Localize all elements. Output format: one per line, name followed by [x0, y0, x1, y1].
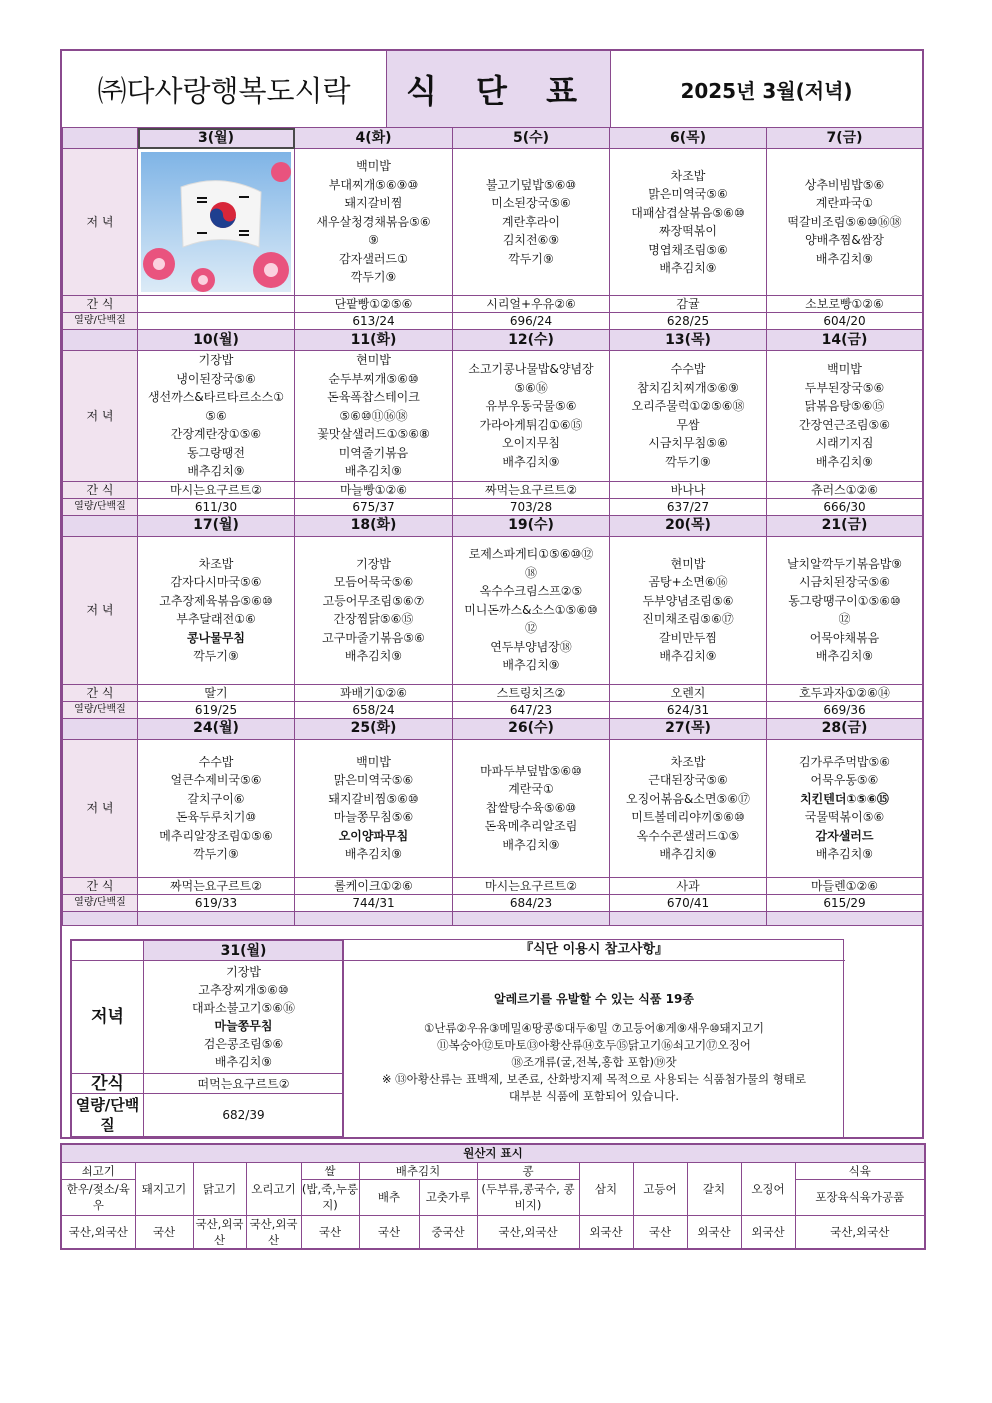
menu-item: ⑫ — [838, 612, 851, 626]
origin-value: 국산 — [301, 1215, 359, 1249]
origin-mackerel-head: 고등어 — [633, 1162, 687, 1215]
dinner-cell — [295, 351, 453, 482]
menu-item: 계란국① — [508, 782, 554, 797]
origin-value: 국산,외국산 — [193, 1215, 246, 1249]
origin-value: 외국산 — [741, 1215, 795, 1249]
calorie-label: 열량/단백질 — [63, 701, 138, 718]
origin-cabbage-head: 배추 — [359, 1179, 419, 1215]
dinner-label: 저 녁 — [63, 149, 138, 296]
snack-cell: 바나나 — [610, 481, 767, 498]
allergy-title: 알레르기를 유발할 수 있는 식품 19종 — [494, 992, 694, 1006]
menu-item: 두부양념조림⑤⑥ — [642, 593, 734, 608]
snack-cell: 호두과자①②⑥⑭ — [767, 684, 923, 701]
snack-label: 간 식 — [63, 877, 138, 894]
menu-item: 돈육메추리알조림 — [484, 819, 578, 834]
menu-item: 깍두기⑨ — [665, 454, 711, 469]
menu-item: 동그랑땡구이①⑤⑥⑩ — [788, 593, 901, 608]
menu-item: 배추김치⑨ — [214, 1055, 273, 1069]
dinner-cell — [767, 739, 923, 877]
menu-item: 고등어무조림⑤⑥⑦ — [322, 593, 425, 608]
day31-dinner-label: 저녁 — [72, 961, 144, 1074]
origin-chicken-head: 닭고기 — [193, 1162, 246, 1215]
menu-item: 고추장제육볶음⑤⑥⑩ — [159, 593, 273, 608]
snack-cell: 짜먹는요구르트② — [453, 481, 610, 498]
menu-item: 미니돈까스&소스①⑤⑥⑩ — [464, 602, 598, 617]
day-header: 21(금) — [767, 515, 923, 536]
day31-cal: 682/39 — [144, 1094, 344, 1137]
day-header: 5(수) — [453, 128, 610, 149]
menu-item: 간장찜닭⑤⑥⑮ — [333, 612, 414, 626]
menu-item: 깍두기⑨ — [508, 251, 554, 266]
dinner-cell — [295, 536, 453, 684]
menu-item: 마늘쫑무침 — [214, 1019, 273, 1033]
menu-item: 현미밥 — [356, 353, 391, 367]
dinner-cell — [295, 739, 453, 877]
menu-item: 배추김치⑨ — [815, 454, 874, 469]
menu-item: 시래기지짐 — [815, 436, 874, 451]
day31-snack: 떠먹는요구르트② — [144, 1074, 344, 1094]
menu-item: 깍두기⑨ — [193, 649, 239, 663]
menu-item: 미역줄기볶음 — [338, 445, 409, 460]
menu-item: 배추김치⑨ — [659, 649, 717, 663]
menu-item: 돈육두루치기⑩ — [175, 810, 257, 824]
bottom-section — [70, 939, 844, 1139]
menu-item: 근대된장국⑤⑥ — [648, 773, 728, 787]
menu-item: 맑은미역국⑤⑥ — [333, 773, 414, 787]
allergy-line: ⑪복숭아⑫토마토⑬아황산류⑭호두⑮닭고기⑯쇠고기⑰오징어 — [437, 1038, 751, 1052]
menu-item: 백미밥 — [827, 362, 862, 377]
menu-item: 콩나물무침 — [187, 630, 245, 645]
notes-heading: 『식단 이용시 참고사항』 — [343, 940, 845, 961]
day-label-blank — [63, 128, 138, 149]
menu-item: 미트볼데리야끼⑤⑥⑩ — [631, 810, 745, 824]
dinner-cell — [767, 149, 923, 296]
menu-item: 검은콩조림⑤⑥ — [203, 1037, 284, 1051]
snack-cell: 롤케이크①②⑥ — [295, 877, 453, 894]
menu-item: 김치전⑥⑨ — [502, 233, 560, 248]
snack-cell: 사과 — [610, 877, 767, 894]
origin-value: 국산,외국산 — [246, 1215, 301, 1249]
day-header: 20(목) — [610, 515, 767, 536]
origin-rice-sub: (밥,죽,누룽지) — [301, 1179, 359, 1215]
origin-squid-head: 오징어 — [741, 1162, 795, 1215]
menu-item: 치킨텐더①⑤⑥⑮ — [800, 791, 889, 806]
calorie-cell: 619/33 — [138, 894, 295, 911]
calorie-cell: 611/30 — [138, 498, 295, 515]
menu-item: 미소된장국⑤⑥ — [491, 196, 571, 211]
menu-item: 옥수수콘샐러드①⑤ — [636, 828, 740, 843]
menu-item: 모듬어묵국⑤⑥ — [333, 575, 414, 589]
day-header: 14(금) — [767, 330, 923, 351]
dinner-cell — [138, 351, 295, 482]
menu-item: 부추달래전①⑥ — [176, 612, 256, 626]
snack-cell: 마들렌①②⑥ — [767, 877, 923, 894]
menu-item: 무쌈 — [676, 417, 700, 432]
menu-item: 오리주물럭①②⑤⑥⑱ — [631, 399, 745, 414]
day-header: 11(화) — [295, 330, 453, 351]
day-header: 4(화) — [295, 128, 453, 149]
menu-item: 고추장찌개⑤⑥⑩ — [198, 983, 289, 997]
menu-item: 마늘쫑무침⑤⑥ — [333, 810, 414, 824]
origin-value: 국산,외국산 — [61, 1215, 135, 1249]
menu-item: 배추김치⑨ — [502, 658, 560, 673]
origin-value: 외국산 — [579, 1215, 633, 1249]
snack-cell: 시리얼+우유②⑥ — [453, 296, 610, 313]
dinner-label: 저 녁 — [63, 351, 138, 482]
day-header: 27(목) — [610, 718, 767, 739]
menu-item: 참치김치찌개⑤⑥⑨ — [637, 380, 739, 395]
origin-bean-head: 콩 — [477, 1162, 579, 1179]
allergy-line: ①난류②우유③메밀④땅콩⑤대두⑥밀 ⑦고등어⑧게⑨새우⑩돼지고기 — [423, 1021, 765, 1035]
day31-table — [71, 940, 344, 1137]
day-header: 13(목) — [610, 330, 767, 351]
menu-item: 갈비만두찜 — [659, 630, 717, 645]
snack-cell: 딸기 — [138, 684, 295, 701]
menu-item: 날치알깍두기볶음밥⑨ — [786, 556, 903, 571]
page-title: 식 단 표 — [387, 51, 611, 127]
menu-item: 옥수수크림스프②⑤ — [479, 584, 583, 599]
day-header: 26(수) — [453, 718, 610, 739]
menu-item: 수수밥 — [198, 754, 234, 769]
menu-item: 오이지무침 — [502, 436, 560, 451]
menu-item: 냉이된장국⑤⑥ — [176, 371, 256, 386]
calorie-cell: 604/20 — [767, 313, 923, 330]
day31-dinner-cell — [144, 961, 344, 1074]
company-name: ㈜다사랑행복도시락 — [62, 51, 387, 127]
calorie-cell: 675/37 — [295, 498, 453, 515]
menu-item: 연두부양념장⑱ — [490, 639, 572, 654]
spacer-cell — [610, 911, 767, 925]
snack-cell: 마시는요구르트② — [453, 877, 610, 894]
day31-cal-label: 열량/단백질 — [72, 1094, 144, 1137]
menu-item: 오징어볶음&소면⑤⑥⑰ — [625, 791, 751, 806]
menu-item: 시금치된장국⑤⑥ — [798, 575, 891, 589]
menu-item: 감자샐러드① — [339, 251, 408, 266]
origin-value: 중국산 — [419, 1215, 477, 1249]
calorie-cell: 628/25 — [610, 313, 767, 330]
remark-line: 대부분 식품에 포함되어 있습니다. — [508, 1089, 680, 1103]
dinner-label: 저 녁 — [63, 536, 138, 684]
menu-item: ⑨ — [368, 233, 379, 248]
menu-item: 백미밥 — [356, 159, 391, 174]
spacer-cell — [295, 911, 453, 925]
origin-title: 원산지 표시 — [61, 1144, 925, 1162]
day31-snack-label: 간식 — [72, 1074, 144, 1094]
snack-cell — [138, 296, 295, 313]
menu-item: 꽃맛살샐러드①⑤⑥⑧ — [317, 427, 430, 441]
menu-item: ⑤⑥⑯ — [514, 380, 548, 395]
snack-cell: 단팥빵①②⑤⑥ — [295, 296, 453, 313]
menu-item: 어묵우동⑤⑥ — [810, 773, 879, 787]
menu-item: 계란후라이 — [502, 214, 560, 229]
menu-item: 배추김치⑨ — [344, 847, 403, 861]
day-header: 17(월) — [138, 515, 295, 536]
snack-label: 간 식 — [63, 296, 138, 313]
calorie-cell: 666/30 — [767, 498, 923, 515]
snack-cell: 츄러스①②⑥ — [767, 481, 923, 498]
dinner-label: 저 녁 — [63, 739, 138, 877]
menu-item: 진미채조림⑤⑥⑰ — [642, 612, 734, 626]
dinner-cell — [138, 149, 295, 296]
menu-item: 고구마줄기볶음⑤⑥ — [322, 630, 425, 645]
dinner-cell — [453, 351, 610, 482]
menu-item: 수수밥 — [670, 362, 706, 377]
dinner-cell — [610, 739, 767, 877]
calorie-cell — [138, 313, 295, 330]
remark-line: ※ ⑬아황산류는 표백제, 보존료, 산화방지제 목적으로 사용되는 식품첨가물의 형태로 — [381, 1072, 807, 1086]
day-header: 28(금) — [767, 718, 923, 739]
spacer-cell — [138, 911, 295, 925]
weekly-menu-table — [62, 127, 923, 926]
origin-value: 국산 — [633, 1215, 687, 1249]
snack-cell: 스트링치즈② — [453, 684, 610, 701]
dinner-cell — [453, 149, 610, 296]
menu-item: 깍두기⑨ — [350, 270, 397, 285]
calorie-cell: 670/41 — [610, 894, 767, 911]
origin-chili-head: 고춧가루 — [419, 1179, 477, 1215]
menu-item: 대패삼겹살볶음⑤⑥⑩ — [631, 205, 745, 220]
dinner-cell — [767, 536, 923, 684]
menu-item: 시금치무침⑤⑥ — [648, 436, 728, 451]
origin-kimchi-head: 배추김치 — [359, 1162, 477, 1179]
menu-item: ⑫ — [524, 621, 537, 636]
day-header: 10(월) — [138, 330, 295, 351]
spacer-cell — [63, 911, 138, 925]
menu-item: ⑱ — [524, 565, 537, 580]
menu-item: 맑은미역국⑤⑥ — [648, 187, 728, 201]
origin-value: 국산 — [135, 1215, 193, 1249]
menu-item: 깍두기⑨ — [193, 847, 239, 861]
menu-item: 배추김치⑨ — [659, 261, 717, 275]
day-label-blank — [63, 718, 138, 739]
menu-item: 명엽채조림⑤⑥ — [648, 242, 728, 257]
origin-meat-head: 식육 — [795, 1162, 925, 1179]
day-header: 12(수) — [453, 330, 610, 351]
calorie-cell: 744/31 — [295, 894, 453, 911]
menu-item: 배추김치⑨ — [815, 649, 874, 663]
calorie-cell: 696/24 — [453, 313, 610, 330]
origin-value: 국산,외국산 — [795, 1215, 925, 1249]
origin-value: 국산 — [359, 1215, 419, 1249]
menu-item: 동그랑땡전 — [187, 445, 245, 460]
menu-item: 두부된장국⑤⑥ — [804, 380, 885, 395]
menu-item: 불고기덮밥⑤⑥⑩ — [485, 177, 577, 192]
menu-item: 양배추찜&쌈장 — [805, 233, 884, 248]
day-header: 6(목) — [610, 128, 767, 149]
calorie-cell: 669/36 — [767, 701, 923, 718]
allergy-line: ⑱조개류(굴,전복,홍합 포함)⑲잣 — [511, 1055, 677, 1069]
menu-item: 감자샐러드 — [815, 828, 874, 843]
menu-item: 찹쌀탕수육⑤⑥⑩ — [485, 800, 577, 815]
korean-flag-icon — [141, 152, 291, 292]
origin-beef-sub: 한우/젖소/육우 — [61, 1179, 135, 1215]
day31-date: 31(월) — [144, 941, 344, 961]
menu-item: 배추김치⑨ — [502, 454, 560, 469]
menu-item: 돼지갈비찜 — [344, 196, 403, 211]
dinner-cell — [610, 536, 767, 684]
menu-item: 짜장떡볶이 — [659, 224, 717, 238]
calorie-cell: 658/24 — [295, 701, 453, 718]
dinner-cell — [610, 149, 767, 296]
menu-item: 배추김치⑨ — [659, 847, 717, 861]
menu-item: 갈치구이⑥ — [187, 791, 245, 806]
day-header: 18(화) — [295, 515, 453, 536]
menu-item: 기장밥 — [198, 353, 234, 367]
menu-item: 부대찌개⑤⑥⑨⑩ — [328, 177, 419, 192]
snack-cell: 감귤 — [610, 296, 767, 313]
day-header: 24(월) — [138, 718, 295, 739]
origin-value: 외국산 — [687, 1215, 741, 1249]
day-header: 7(금) — [767, 128, 923, 149]
day-label-blank — [63, 330, 138, 351]
calorie-label: 열량/단백질 — [63, 894, 138, 911]
menu-item: 배추김치⑨ — [815, 847, 874, 861]
menu-item: 기장밥 — [356, 556, 391, 571]
menu-item: ⑤⑥ — [205, 408, 227, 423]
calorie-cell: 624/31 — [610, 701, 767, 718]
menu-item: 마파두부덮밥⑤⑥⑩ — [480, 763, 582, 778]
calorie-cell: 613/24 — [295, 313, 453, 330]
calorie-cell: 619/25 — [138, 701, 295, 718]
menu-item: 차조밥 — [670, 168, 706, 183]
notes-panel — [342, 940, 845, 1138]
calorie-cell: 684/23 — [453, 894, 610, 911]
menu-item: 떡갈비조림⑤⑥⑩⑯⑱ — [787, 214, 902, 229]
snack-cell: 오렌지 — [610, 684, 767, 701]
day-label-blank — [63, 515, 138, 536]
calorie-label: 열량/단백질 — [63, 498, 138, 515]
origin-bean-sub: (두부류,콩국수, 콩비지) — [477, 1179, 579, 1215]
menu-item: 배추김치⑨ — [815, 251, 874, 266]
origin-pollack-head: 삼치 — [579, 1162, 633, 1215]
dinner-cell — [138, 739, 295, 877]
origin-table — [60, 1143, 926, 1250]
menu-item: 기장밥 — [226, 965, 261, 979]
dinner-cell — [138, 536, 295, 684]
snack-label: 간 식 — [63, 684, 138, 701]
origin-hairtail-head: 갈치 — [687, 1162, 741, 1215]
day-header: 3(월) — [138, 128, 295, 149]
snack-cell: 소보로빵①②⑥ — [767, 296, 923, 313]
menu-item: 상추비빔밥⑤⑥ — [804, 177, 885, 192]
origin-value: 국산,외국산 — [477, 1215, 579, 1249]
menu-item: ⑤⑥⑩⑪⑯⑱ — [339, 408, 408, 423]
menu-item: 배추김치⑨ — [344, 464, 403, 478]
menu-item: 얼큰수제비국⑤⑥ — [170, 773, 262, 787]
menu-item: 돈육폭찹스테이크 — [327, 390, 420, 404]
calorie-label: 열량/단백질 — [63, 313, 138, 330]
origin-pork-head: 돼지고기 — [135, 1162, 193, 1215]
origin-meat-sub: 포장육식육가공품 — [795, 1179, 925, 1215]
menu-item: 계란파국① — [815, 196, 874, 211]
calorie-cell: 637/27 — [610, 498, 767, 515]
menu-item: 김가루주먹밥⑤⑥ — [798, 754, 891, 769]
menu-item: 어묵야채볶음 — [809, 630, 880, 645]
menu-item: 대파소불고기⑤⑥⑯ — [191, 1001, 296, 1015]
menu-item: 곰탕+소면⑥⑯ — [648, 575, 728, 589]
origin-duck-head: 오리고기 — [246, 1162, 301, 1215]
menu-item: 로제스파게티①⑤⑥⑩⑫ — [468, 547, 594, 562]
day-header: 19(수) — [453, 515, 610, 536]
spacer-cell — [767, 911, 923, 925]
menu-item: 국물떡볶이⑤⑥ — [804, 810, 885, 824]
dinner-cell — [453, 536, 610, 684]
menu-item: 메추리알장조림①⑤⑥ — [159, 828, 273, 843]
menu-item: 배추김치⑨ — [187, 464, 245, 478]
menu-item: 유부우동국물⑤⑥ — [485, 399, 577, 414]
menu-item: 감자다시마국⑤⑥ — [170, 575, 262, 589]
dinner-cell — [610, 351, 767, 482]
snack-label: 간 식 — [63, 481, 138, 498]
snack-cell: 마늘빵①②⑥ — [295, 481, 453, 498]
menu-item: 배추김치⑨ — [502, 837, 560, 852]
menu-item: 소고기콩나물밥&양념장 — [468, 362, 594, 377]
calorie-cell: 647/23 — [453, 701, 610, 718]
menu-item: 현미밥 — [670, 556, 706, 571]
menu-item: 백미밥 — [356, 754, 391, 769]
menu-item: 오이양파무침 — [338, 828, 409, 843]
origin-rice-head: 쌀 — [301, 1162, 359, 1179]
menu-item: 닭볶음탕⑤⑥⑮ — [804, 399, 885, 414]
snack-cell: 마시는요구르트② — [138, 481, 295, 498]
menu-item: 생선까스&타르타르소스① — [147, 390, 285, 404]
menu-item: 돼지갈비찜⑤⑥⑩ — [328, 791, 419, 806]
calorie-cell: 615/29 — [767, 894, 923, 911]
dinner-cell — [295, 149, 453, 296]
spacer-cell — [453, 911, 610, 925]
snack-cell: 짜먹는요구르트② — [138, 877, 295, 894]
menu-item: 배추김치⑨ — [344, 649, 403, 663]
dinner-cell — [453, 739, 610, 877]
dinner-cell — [767, 351, 923, 482]
origin-beef-head: 쇠고기 — [61, 1162, 135, 1179]
menu-item: 순두부찌개⑤⑥⑩ — [328, 371, 419, 386]
menu-item: 차조밥 — [670, 754, 706, 769]
day-header: 25(화) — [295, 718, 453, 739]
menu-item: 차조밥 — [198, 556, 234, 571]
menu-item: 간장연근조림⑤⑥ — [798, 417, 891, 432]
menu-item: 새우살청경채볶음⑤⑥ — [316, 214, 431, 229]
snack-cell: 꽈배기①②⑥ — [295, 684, 453, 701]
header — [62, 51, 922, 129]
menu-item: 가라아게튀김①⑥⑮ — [479, 417, 583, 432]
month-label: 2025년 3월(저녁) — [680, 78, 853, 103]
menu-item: 간장계란장①⑤⑥ — [170, 427, 262, 441]
calorie-cell: 703/28 — [453, 498, 610, 515]
